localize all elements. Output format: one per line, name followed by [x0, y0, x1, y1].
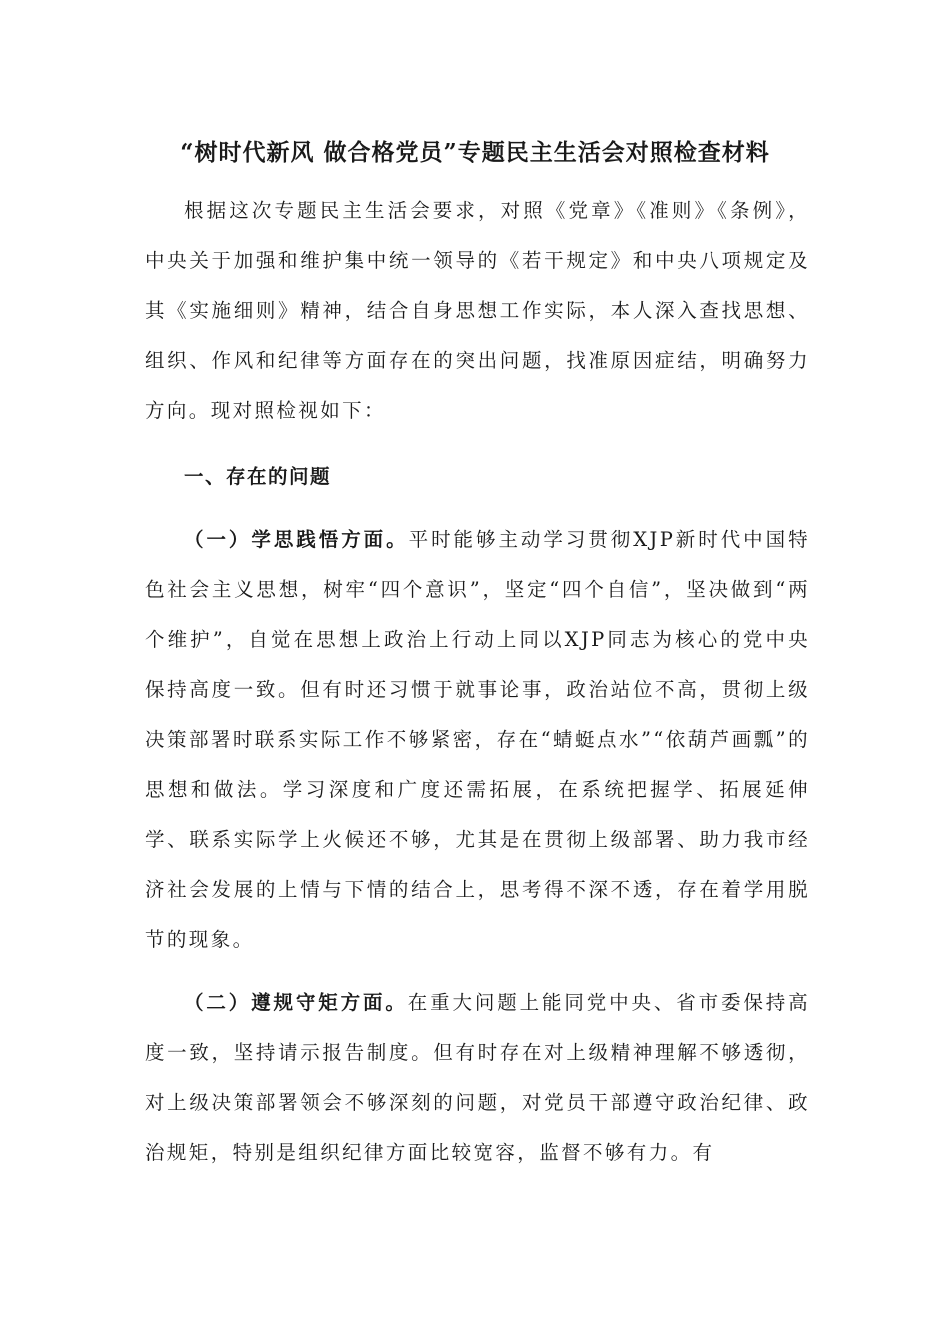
intro-paragraph: 根据这次专题民主生活会要求，对照《党章》《准则》《条例》，中央关于加强和维护集中统一领导的《若干规定》和中央八项规定及其《实施细则》精神，结合自身思想工作实际，本人深入查找思想、组织、作风和纪律等方面存在的突出问题，找准原因症结，明确努力方向。现对照检视如下：: [145, 199, 810, 422]
item-rules-discipline-text: 在重大问题上能同党中央、省市委保持高度一致，坚持请示报告制度。但有时存在对上级精神理解不够透彻，对上级决策部署领会不够深刻的问题，对党员干部遵守政治纪律、政治规矩，特别是组织纪律方面比较宽容，监督不够有力。有: [145, 991, 810, 1164]
document-body: [145, 186, 810, 1178]
item-study-practice-text: 平时能够主动学习贯彻XJP新时代中国特色社会主义思想，树牢“四个意识”，坚定“四个自信”，坚决做到“两个维护”，自觉在思想上政治上行动上同以XJP同志为核心的党中央保持高度一致。但有时还习惯于就事论事，政治站位不高，贯彻上级决策部署时联系实际工作不够紧密，存在“蜻蜓点水”“依葫芦画瓢”的思想和做法。学习深度和广度还需拓展，在系统把握学、拓展延伸学、联系实际学上火候还不够，尤其是在贯彻上级部署、助力我市经济社会发展的上情与下情的结合上，思考得不深不透，存在着学用脱节的现象。: [145, 528, 810, 951]
item-study-practice: [145, 515, 810, 965]
item-study-practice-lead: （一）学思践悟方面。: [184, 528, 409, 551]
item-rules-discipline-lead: （二）遵规守矩方面。: [184, 991, 408, 1014]
section-heading-problems: 一、存在的问题: [184, 465, 332, 488]
document-title: “树时代新风 做合格党员”专题民主生活会对照检查材料: [180, 139, 770, 166]
item-rules-discipline: [145, 978, 810, 1178]
